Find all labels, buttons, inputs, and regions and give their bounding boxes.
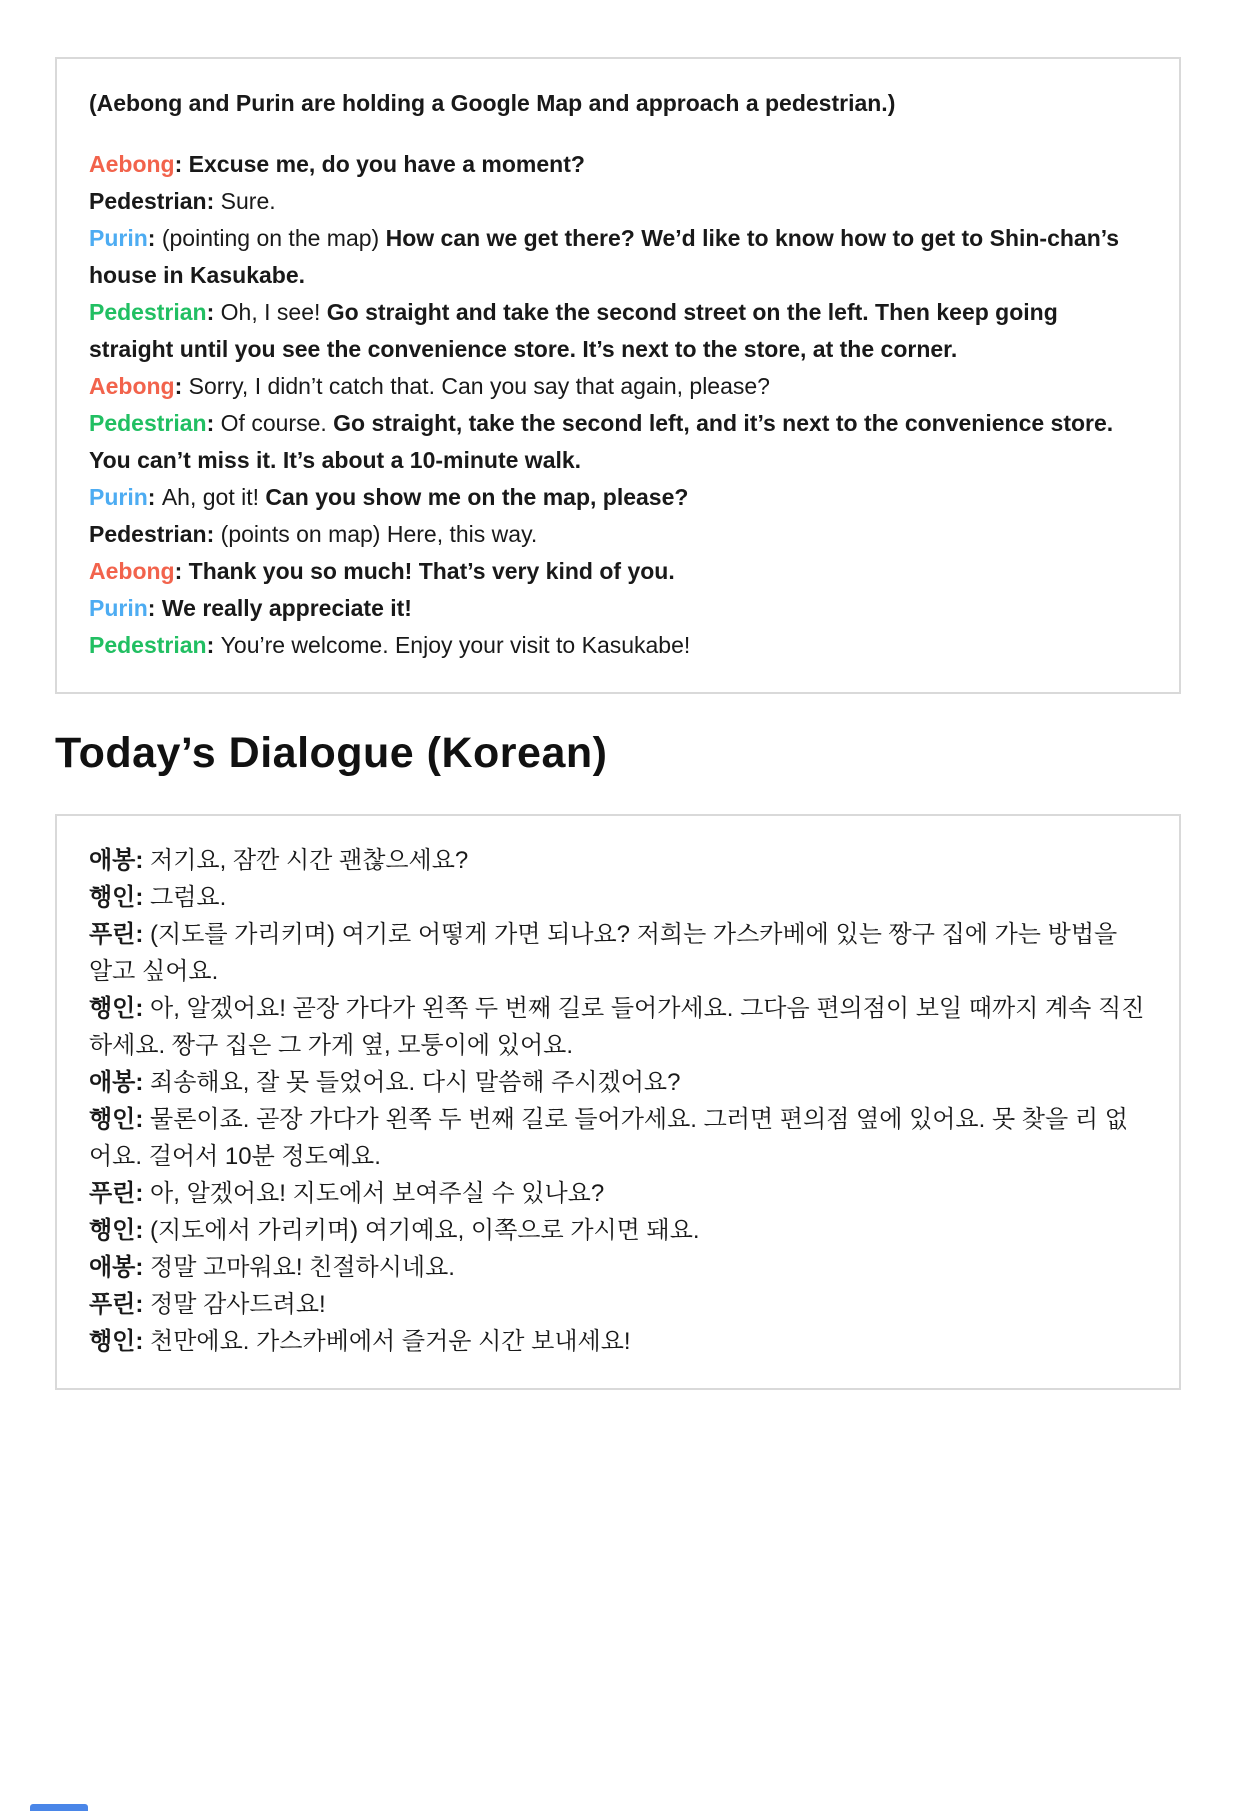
- dialogue-line: [89, 183, 1147, 220]
- speaker-colon: :: [135, 1217, 151, 1244]
- dialogue-text: Go straight and take the second street on the left. Then keep going straight until you see the convenience store. It’s next to the store, at the corner.: [89, 299, 1058, 362]
- speaker-colon: :: [135, 1180, 151, 1207]
- dialogue-text: Ah, got it!: [161, 484, 266, 510]
- speaker-colon: :: [147, 595, 162, 621]
- dialogue-line: [89, 1175, 1147, 1212]
- dialogue-text: 그럼요.: [150, 884, 227, 911]
- dialogue-text: Can you show me on the map, please?: [265, 484, 689, 510]
- korean-dialogue-box: [55, 814, 1181, 1390]
- dialogue-text: (지도를 가리키며) 여기로 어떻게 가면 되나요? 저희는 가스카베에 있는 짱구 집에 가는 방법을 알고 싶어요.: [89, 921, 1118, 985]
- korean-dialogue-lines: [89, 842, 1147, 1360]
- speaker-name: 애봉: [89, 1254, 136, 1281]
- dialogue-text: (지도에서 가리키며) 여기예요, 이쪽으로 가시면 돼요.: [150, 1217, 700, 1244]
- dialogue-line: [89, 479, 1147, 516]
- dialogue-text: Go straight, take the second left, and it’s next to the convenience store. You can’t miss it. It’s about a 10-minute walk.: [89, 410, 1114, 473]
- dialogue-text: You’re welcome. Enjoy your visit to Kasukabe!: [220, 632, 691, 658]
- speaker-name: 애봉: [89, 1069, 136, 1096]
- dialogue-text: We really appreciate it!: [161, 595, 412, 621]
- dialogue-text: 아, 알겠어요! 지도에서 보여주실 수 있나요?: [150, 1180, 605, 1207]
- dialogue-text: Thank you so much! That’s very kind of you.: [188, 558, 675, 584]
- dialogue-line: [89, 842, 1147, 879]
- dialogue-text: (points on map) Here, this way.: [220, 521, 538, 547]
- dialogue-text: 정말 고마워요! 친절하시네요.: [150, 1254, 455, 1281]
- english-dialogue-box: [55, 57, 1181, 694]
- dialogue-text: 아, 알겠어요! 곧장 가다가 왼쪽 두 번째 길로 들어가세요. 그다음 편의점이 보일 때까지 계속 직진하세요. 짱구 집은 그 가게 옆, 모퉁이에 있어요.: [89, 995, 1145, 1059]
- speaker-colon: :: [135, 1328, 151, 1355]
- dialogue-line: [89, 590, 1147, 627]
- speaker-name: 행인: [89, 1217, 136, 1244]
- dialogue-line: [89, 1249, 1147, 1286]
- speaker-name: Aebong: [89, 373, 175, 399]
- dialogue-line: [89, 879, 1147, 916]
- speaker-colon: :: [174, 558, 189, 584]
- speaker-colon: :: [135, 1254, 151, 1281]
- dialogue-line: [89, 627, 1147, 664]
- speaker-colon: :: [206, 410, 221, 436]
- speaker-name: 애봉: [89, 847, 136, 874]
- dialogue-line: [89, 553, 1147, 590]
- partial-cutoff-element: [30, 1804, 88, 1811]
- dialogue-line: [89, 405, 1147, 479]
- dialogue-text: 천만에요. 가스카베에서 즐거운 시간 보내세요!: [150, 1328, 631, 1355]
- dialogue-text: Excuse me, do you have a moment?: [188, 151, 585, 177]
- speaker-name: Purin: [89, 484, 148, 510]
- speaker-name: Purin: [89, 595, 148, 621]
- speaker-name: 행인: [89, 995, 136, 1022]
- dialogue-line: [89, 1323, 1147, 1360]
- speaker-colon: :: [135, 884, 151, 911]
- speaker-colon: :: [206, 299, 221, 325]
- section-title: Today’s Dialogue (Korean): [55, 729, 608, 777]
- speaker-name: Aebong: [89, 558, 175, 584]
- dialogue-line: [89, 220, 1147, 294]
- speaker-name: 푸린: [89, 1291, 136, 1318]
- speaker-colon: :: [135, 995, 151, 1022]
- dialogue-line: [89, 1064, 1147, 1101]
- speaker-name: Pedestrian: [89, 521, 207, 547]
- speaker-colon: :: [206, 632, 221, 658]
- dialogue-text: Sure.: [220, 188, 276, 214]
- dialogue-text: 죄송해요, 잘 못 들었어요. 다시 말씀해 주시겠어요?: [150, 1069, 681, 1096]
- speaker-colon: :: [206, 188, 221, 214]
- dialogue-text: 저기요, 잠깐 시간 괜찮으세요?: [150, 847, 469, 874]
- speaker-name: 푸린: [89, 921, 136, 948]
- dialogue-line: [89, 990, 1147, 1064]
- speaker-colon: :: [135, 1291, 151, 1318]
- speaker-name: Purin: [89, 225, 148, 251]
- speaker-name: Pedestrian: [89, 632, 207, 658]
- speaker-colon: :: [135, 1069, 151, 1096]
- dialogue-line: [89, 368, 1147, 405]
- dialogue-line: [89, 916, 1147, 990]
- speaker-name: 행인: [89, 1328, 136, 1355]
- speaker-colon: :: [135, 921, 151, 948]
- dialogue-text: Sorry, I didn’t catch that. Can you say that again, please?: [188, 373, 770, 399]
- speaker-name: 행인: [89, 1106, 136, 1133]
- dialogue-text: Of course.: [220, 410, 334, 436]
- dialogue-text: 물론이죠. 곧장 가다가 왼쪽 두 번째 길로 들어가세요. 그러면 편의점 옆에 있어요. 못 찾을 리 없어요. 걸어서 10분 정도예요.: [89, 1106, 1128, 1170]
- speaker-name: Aebong: [89, 151, 175, 177]
- dialogue-text: (pointing on the map): [161, 225, 386, 251]
- speaker-colon: :: [147, 225, 162, 251]
- dialogue-line: [89, 1212, 1147, 1249]
- speaker-colon: :: [147, 484, 162, 510]
- speaker-name: Pedestrian: [89, 410, 207, 436]
- speaker-name: 푸린: [89, 1180, 136, 1207]
- speaker-colon: :: [206, 521, 221, 547]
- speaker-name: 행인: [89, 884, 136, 911]
- dialogue-line: [89, 1286, 1147, 1323]
- dialogue-text: How can we get there? We’d like to know how to get to Shin-chan’s house in Kasukabe.: [89, 225, 1120, 288]
- speaker-colon: :: [135, 1106, 151, 1133]
- speaker-colon: :: [174, 151, 189, 177]
- dialogue-line: [89, 294, 1147, 368]
- speaker-colon: :: [174, 373, 189, 399]
- dialogue-text: Oh, I see!: [220, 299, 327, 325]
- stage-direction: (Aebong and Purin are holding a Google Map and approach a pedestrian.): [89, 90, 896, 116]
- dialogue-line: [89, 1101, 1147, 1175]
- dialogue-line: [89, 146, 1147, 183]
- speaker-name: Pedestrian: [89, 299, 207, 325]
- english-dialogue-lines: [89, 146, 1147, 664]
- speaker-name: Pedestrian: [89, 188, 207, 214]
- speaker-colon: :: [135, 847, 151, 874]
- dialogue-line: [89, 516, 1147, 553]
- dialogue-text: 정말 감사드려요!: [150, 1291, 326, 1318]
